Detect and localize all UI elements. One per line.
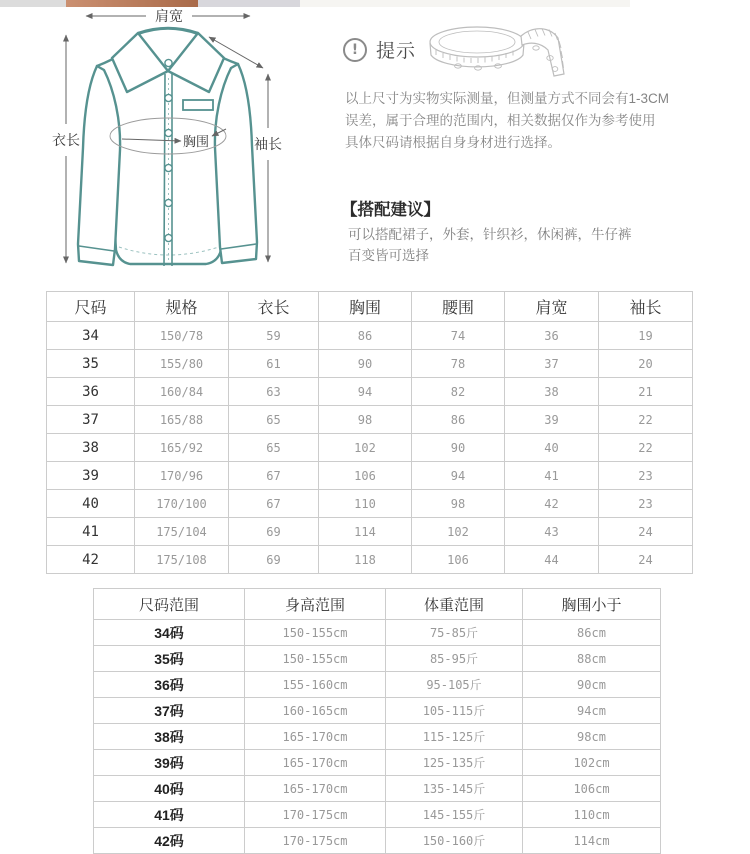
table-cell: 63: [229, 378, 319, 406]
table-cell: 40: [47, 490, 135, 518]
table-cell: 95-105斤: [386, 672, 523, 698]
table-cell: 160-165cm: [245, 698, 386, 724]
table-cell: 94: [412, 462, 505, 490]
column-header: 身高范围: [245, 589, 386, 620]
table-cell: 82: [412, 378, 505, 406]
shirt-right-sleeve: [215, 64, 257, 263]
table-cell: 65: [229, 434, 319, 462]
size-range-table: [93, 588, 661, 854]
table-cell: 20: [599, 350, 693, 378]
table-cell: 35: [47, 350, 135, 378]
table-cell: 150-155cm: [245, 646, 386, 672]
table-cell: 170-175cm: [245, 802, 386, 828]
table-cell: 175/104: [135, 518, 229, 546]
table-cell: 106cm: [523, 776, 661, 802]
table-header-row: [47, 292, 693, 322]
table-cell: 102: [319, 434, 412, 462]
table-cell: 42: [47, 546, 135, 574]
table-cell: 90cm: [523, 672, 661, 698]
table-cell: 165-170cm: [245, 750, 386, 776]
table-cell: 106: [412, 546, 505, 574]
table-cell: 24: [599, 546, 693, 574]
table-cell: 160/84: [135, 378, 229, 406]
table-cell: 102cm: [523, 750, 661, 776]
table-row: [94, 724, 661, 750]
table-cell: 23: [599, 490, 693, 518]
table-cell: 38: [47, 434, 135, 462]
table-row: [94, 776, 661, 802]
table-cell: 90: [412, 434, 505, 462]
table-cell: 175/108: [135, 546, 229, 574]
table-cell: 40码: [94, 776, 245, 802]
column-header: 胸围小于: [523, 589, 661, 620]
table-cell: 65: [229, 406, 319, 434]
tip-line: 具体尺码请根据自身身材进行选择。: [345, 135, 561, 150]
column-header: 尺码: [47, 292, 135, 322]
table-cell: 61: [229, 350, 319, 378]
chest-label: 胸围: [182, 134, 210, 149]
table-cell: 67: [229, 462, 319, 490]
table-cell: 155/80: [135, 350, 229, 378]
table-cell: 22: [599, 406, 693, 434]
table-row: [47, 350, 693, 378]
table-row: [94, 620, 661, 646]
table-row: [94, 750, 661, 776]
table-cell: 37: [505, 350, 599, 378]
table-cell: 41码: [94, 802, 245, 828]
table-cell: 69: [229, 518, 319, 546]
shirt-left-sleeve: [78, 66, 120, 265]
table-row: [47, 322, 693, 350]
table-cell: 38码: [94, 724, 245, 750]
table-row: [94, 646, 661, 672]
suggestion-line: 百变皆可选择: [348, 248, 429, 263]
table-cell: 41: [47, 518, 135, 546]
exclamation-circle-icon: !: [343, 38, 367, 62]
table-row: [47, 378, 693, 406]
table-cell: 150/78: [135, 322, 229, 350]
table-row: [47, 434, 693, 462]
table-cell: 150-160斤: [386, 828, 523, 854]
table-cell: 37码: [94, 698, 245, 724]
table-cell: 86: [412, 406, 505, 434]
length-label: 衣长: [52, 132, 80, 148]
table-cell: 105-115斤: [386, 698, 523, 724]
column-header: 衣长: [229, 292, 319, 322]
table-row: [94, 802, 661, 828]
table-cell: 165/92: [135, 434, 229, 462]
table-cell: 36: [47, 378, 135, 406]
column-header: 腰围: [412, 292, 505, 322]
table-row: [47, 490, 693, 518]
table-cell: 19: [599, 322, 693, 350]
table-cell: 102: [412, 518, 505, 546]
table-cell: 43: [505, 518, 599, 546]
table-cell: 75-85斤: [386, 620, 523, 646]
suggestion-title: 【搭配建议】: [341, 201, 440, 219]
table-cell: 106: [319, 462, 412, 490]
table-cell: 23: [599, 462, 693, 490]
tip-title: 提示: [376, 41, 417, 62]
table-cell: 36: [505, 322, 599, 350]
column-header: 袖长: [599, 292, 693, 322]
suggestion-line: 可以搭配裙子，外套，针织衫，休闲裤，牛仔裤: [348, 227, 632, 242]
table-cell: 86cm: [523, 620, 661, 646]
table-cell: 39码: [94, 750, 245, 776]
table-cell: 69: [229, 546, 319, 574]
table-cell: 21: [599, 378, 693, 406]
shoulder-label: 肩宽: [155, 8, 183, 24]
table-cell: 42: [505, 490, 599, 518]
table-cell: 42码: [94, 828, 245, 854]
table-row: [94, 672, 661, 698]
table-cell: 67: [229, 490, 319, 518]
table-cell: 34码: [94, 620, 245, 646]
table-cell: 165/88: [135, 406, 229, 434]
table-cell: 74: [412, 322, 505, 350]
tip-line: 以上尺寸为实物实际测量，但测量方式不同会有1-3CM: [345, 91, 670, 106]
column-header: 胸围: [319, 292, 412, 322]
sleeve-label: 袖长: [254, 136, 282, 152]
table-cell: 125-135斤: [386, 750, 523, 776]
table-cell: 59: [229, 322, 319, 350]
table-cell: 36码: [94, 672, 245, 698]
tip-header: [343, 36, 416, 63]
table-cell: 78: [412, 350, 505, 378]
table-cell: 38: [505, 378, 599, 406]
table-cell: 135-145斤: [386, 776, 523, 802]
table-cell: 39: [505, 406, 599, 434]
table-cell: 90: [319, 350, 412, 378]
table-cell: 114cm: [523, 828, 661, 854]
table-cell: 155-160cm: [245, 672, 386, 698]
column-header: 尺码范围: [94, 589, 245, 620]
suggestion-text: [348, 224, 728, 266]
column-header: 肩宽: [505, 292, 599, 322]
table-row: [47, 518, 693, 546]
table-row: [94, 698, 661, 724]
table-cell: 37: [47, 406, 135, 434]
table-cell: 170/96: [135, 462, 229, 490]
table-cell: 110: [319, 490, 412, 518]
table-cell: 34: [47, 322, 135, 350]
table-header-row: [94, 589, 661, 620]
strip-segment: [630, 0, 750, 7]
table-cell: 98: [319, 406, 412, 434]
table-cell: 110cm: [523, 802, 661, 828]
table-cell: 35码: [94, 646, 245, 672]
column-header: 体重范围: [386, 589, 523, 620]
table-cell: 114: [319, 518, 412, 546]
table-cell: 88cm: [523, 646, 661, 672]
table-cell: 40: [505, 434, 599, 462]
table-cell: 98: [412, 490, 505, 518]
table-cell: 94: [319, 378, 412, 406]
table-cell: 118: [319, 546, 412, 574]
column-header: 规格: [135, 292, 229, 322]
table-cell: 165-170cm: [245, 776, 386, 802]
table-cell: 170/100: [135, 490, 229, 518]
table-cell: 41: [505, 462, 599, 490]
table-cell: 98cm: [523, 724, 661, 750]
table-row: [47, 406, 693, 434]
table-cell: 115-125斤: [386, 724, 523, 750]
table-cell: 22: [599, 434, 693, 462]
table-cell: 94cm: [523, 698, 661, 724]
table-row: [47, 462, 693, 490]
table-row: [94, 828, 661, 854]
table-cell: 150-155cm: [245, 620, 386, 646]
table-cell: 44: [505, 546, 599, 574]
table-cell: 145-155斤: [386, 802, 523, 828]
table-cell: 170-175cm: [245, 828, 386, 854]
shirt-measure-diagram: [0, 0, 332, 290]
size-spec-table: [46, 291, 693, 574]
measuring-tape-icon: [424, 14, 572, 84]
tip-text: [345, 88, 735, 154]
table-cell: 85-95斤: [386, 646, 523, 672]
table-cell: 24: [599, 518, 693, 546]
table-cell: 39: [47, 462, 135, 490]
table-cell: 165-170cm: [245, 724, 386, 750]
tip-line: 误差，属于合理的范围内，相关数据仅作为参考使用: [345, 113, 656, 128]
table-cell: 86: [319, 322, 412, 350]
strip-segment: [300, 0, 630, 7]
table-row: [47, 546, 693, 574]
